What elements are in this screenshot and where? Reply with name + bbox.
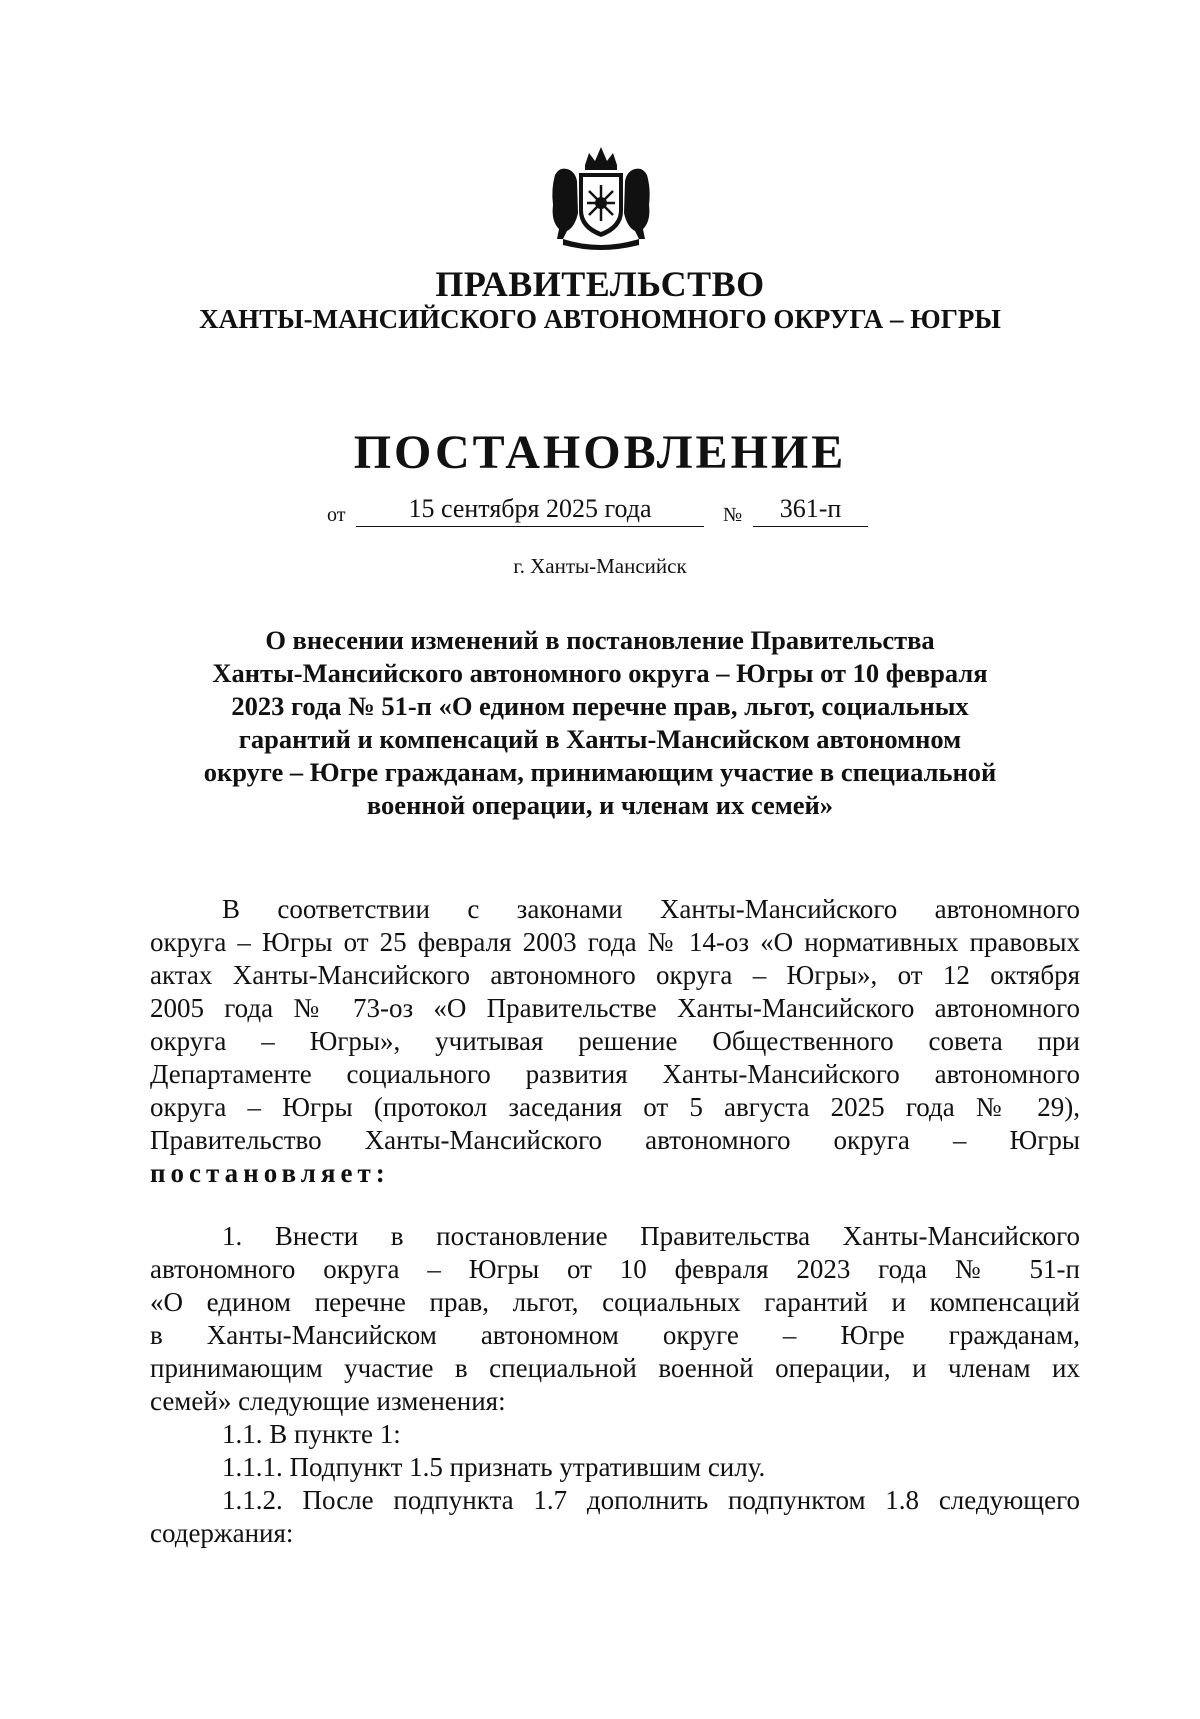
- coat-of-arms-emblem: [545, 143, 657, 251]
- government-name-line1: ПРАВИТЕЛЬСТВО: [435, 264, 765, 304]
- document-number: 361-п: [753, 494, 868, 527]
- title-line: округе – Югре гражданам, принимающим участие в специальной: [203, 757, 997, 787]
- number-prefix: №: [723, 504, 743, 526]
- body-line: В соответствии с законами Ханты-Мансийского автономного: [222, 894, 1080, 924]
- item-1-1-2: 1.1.2. После подпункта 1.7 дополнить подпунктом 1.8 следующего: [222, 1485, 1080, 1515]
- document-date: 15 сентября 2025 года: [356, 494, 704, 527]
- body-line: округа – Югры (протокол заседания от 5 августа 2025 года № 29),: [150, 1092, 1080, 1122]
- body-line: в Ханты-Мансийском автономном округе – Югре гражданам,: [150, 1320, 1080, 1350]
- document-type-heading: ПОСТАНОВЛЕНИЕ: [353, 426, 847, 479]
- preamble-paragraph: [150, 893, 1080, 1190]
- title-line: 2023 года № 51-п «О едином перечне прав, льгот, социальных: [231, 691, 969, 721]
- body-line: автономного округа – Югры от 10 февраля 2023 года № 51-п: [150, 1254, 1080, 1284]
- date-number-line: [0, 494, 1200, 534]
- city-line: г. Ханты-Мансийск: [513, 554, 687, 578]
- body-line: «О едином перечне прав, льгот, социальных гарантий и компенсаций: [150, 1287, 1080, 1317]
- title-line: военной операции, и членам их семей»: [366, 790, 834, 820]
- body-line: округа – Югры от 25 февраля 2003 года № 14-оз «О нормативных правовых: [150, 927, 1080, 957]
- body-line: семей» следующие изменения:: [150, 1386, 506, 1416]
- title-line: Ханты-Мансийского автономного округа – Югры от 10 февраля: [212, 658, 988, 688]
- item-1-paragraph: [150, 1220, 1080, 1550]
- item-1-1: 1.1. В пункте 1:: [222, 1419, 401, 1449]
- body-line: актах Ханты-Мансийского автономного округа – Югры», от 12 октября: [150, 960, 1080, 990]
- title-line: О внесении изменений в постановление Правительства: [265, 625, 935, 655]
- title-line: гарантий и компенсаций в Ханты-Мансийском автономном: [238, 724, 962, 754]
- item-1-1-1: 1.1.1. Подпункт 1.5 признать утратившим силу.: [222, 1452, 766, 1482]
- government-name-line2: ХАНТЫ-МАНСИЙСКОГО АВТОНОМНОГО ОКРУГА – ЮГРЫ: [199, 304, 1001, 334]
- body-line: 2005 года № 73-оз «О Правительстве Ханты-Мансийского автономного: [150, 993, 1080, 1023]
- document-title: [150, 624, 1050, 822]
- body-line: 1. Внести в постановление Правительства Ханты-Мансийского: [222, 1221, 1080, 1251]
- body-line: Правительство Ханты-Мансийского автономного округа – Югры: [150, 1125, 1080, 1155]
- item-1-1-2-continued: содержания:: [150, 1518, 294, 1548]
- body-line: округа – Югры», учитывая решение Общественного совета при: [150, 1026, 1080, 1056]
- date-prefix: от: [327, 504, 346, 526]
- body-line: Департаменте социального развития Ханты-Мансийского автономного: [150, 1059, 1080, 1089]
- decree-word: постановляет:: [150, 1158, 390, 1188]
- body-line: принимающим участие в специальной военной операции, и членам их: [150, 1353, 1080, 1383]
